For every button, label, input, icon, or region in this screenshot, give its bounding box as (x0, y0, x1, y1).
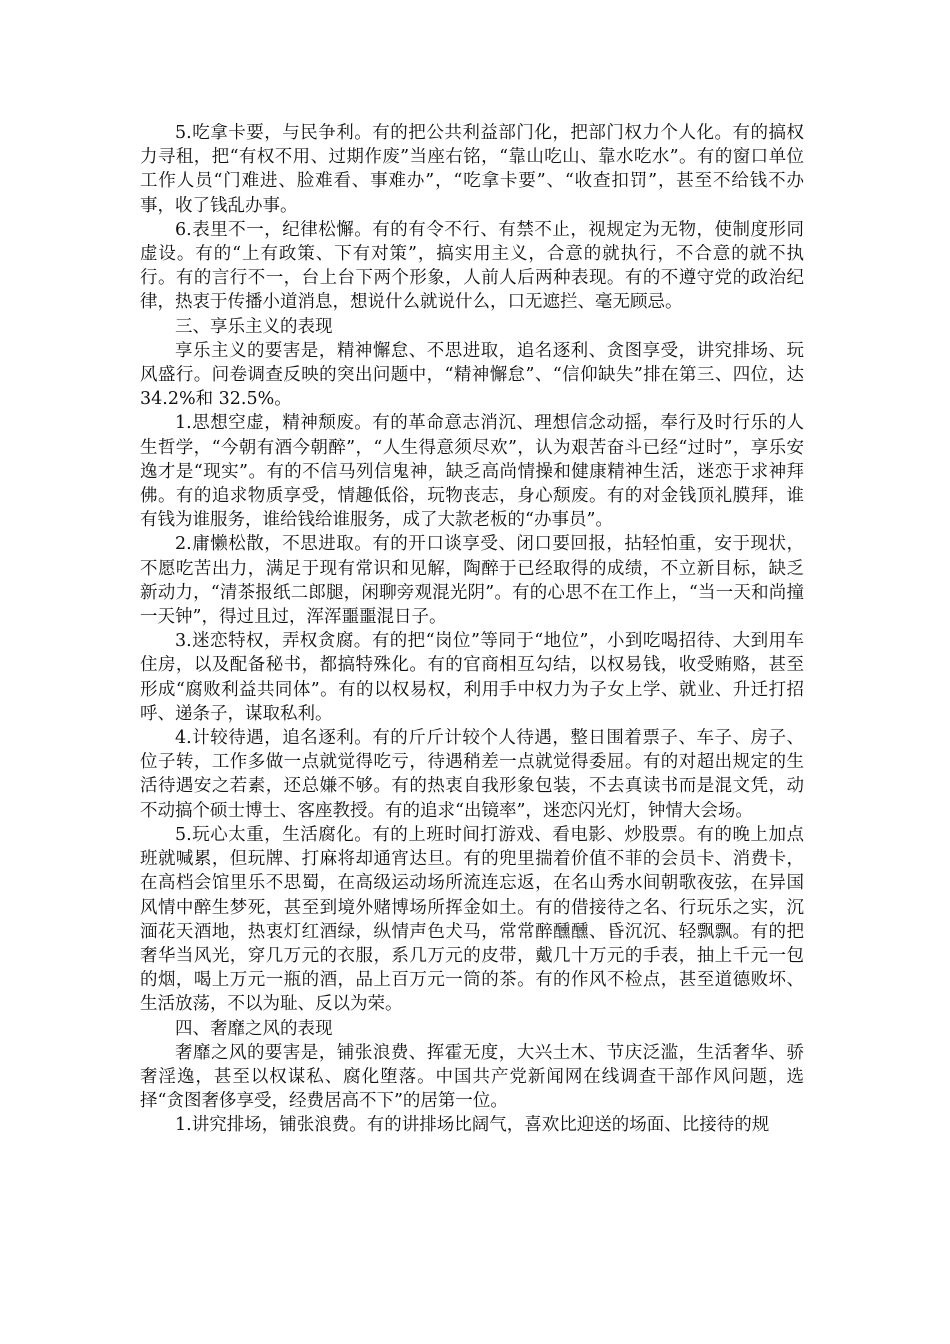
paragraph-1-ostentation: 1.讲究排场，铺张浪费。有的讲排场比阔气，喜欢比迎送的场面、比接待的规 (175, 1115, 770, 1136)
section-heading-extravagance: 四、奢靡之风的表现 (175, 1018, 333, 1039)
document-body (140, 121, 804, 1138)
paragraph-hedonism-intro: 享乐主义的要害是，精神懈怠、不思进取，追名逐利、贪图享受，讲究排场、玩风盛行。问卷调查反映的突出问题中，“精神懈怠”、“信仰缺失”排在第三、四位，达 34.2%和 32.5%。 (140, 340, 804, 410)
paragraph-4-treatment: 4.计较待遇，追名逐利。有的斤斤计较个人待遇，整日围着票子、车子、房子、位子转，工作多做一点就觉得吃亏，待遇稍差一点就觉得委屈。有的对超出规定的生活待遇安之若素，还总嫌不够。有的热衷自我形象包装，不去真读书而是混文凭，动不动搞个硕士博士、客座教授。有的追求“出镜率”，迷恋闪光灯，钟情大会场。 (140, 728, 804, 821)
paragraph-5-eat-take: 5.吃拿卡要，与民争利。有的把公共利益部门化，把部门权力个人化。有的搞权力寻租，把“有权不用、过期作废”当座右铭，“靠山吃山、靠水吃水”。有的窗口单位工作人员“门难进、脸难看、事难办”，“吃拿卡要”、“收查扣罚”，甚至不给钱不办事，收了钱乱办事。 (140, 123, 804, 216)
paragraph-extravagance-intro: 奢靡之风的要害是，铺张浪费、挥霍无度，大兴土木、节庆泛滥，生活奢华、骄奢淫逸，甚至以权谋私、腐化堕落。中国共产党新闻网在线调查干部作风问题，选择“贪图奢侈享受，经费居高不下”的居第一位。 (140, 1042, 804, 1112)
paragraph-6-discipline: 6.表里不一，纪律松懈。有的有令不行、有禁不止，视规定为无物，使制度形同虚设。有的“上有政策、下有对策”，搞实用主义，合意的就执行，不合意的就不执行。有的言行不一，台上台下两个形象，人前人后两种表现。有的不遵守党的政治纪律，热衷于传播小道消息，想说什么就说什么，口无遮拦、毫无顾忌。 (140, 219, 804, 313)
paragraph-5-corruption: 5.玩心太重，生活腐化。有的上班时间打游戏、看电影、炒股票。有的晚上加点班就喊累，但玩牌、打麻将却通宵达旦。有的兜里揣着价值不菲的会员卡、消费卡，在高档会馆里乐不思蜀，在高级运动场所流连忘返，在名山秀水间朝歌夜弦，在异国风情中醉生梦死，甚至到境外赌博场所挥金如土。有的借接待之名、行玩乐之实，沉湎花天酒地，热衷灯红酒绿，纵情声色犬马，常常醉醺醺、昏沉沉、轻飘飘。有的把奢华当风光，穿几万元的衣服，系几万元的皮带，戴几十万元的手表，抽上千元一包的烟，喝上万元一瓶的酒，品上百万元一筒的茶。有的作风不检点，甚至道德败坏、生活放荡，不以为耻、反以为荣。 (140, 824, 804, 1015)
paragraph-1-empty-thought: 1.思想空虚，精神颓废。有的革命意志消沉、理想信念动摇，奉行及时行乐的人生哲学，“今朝有酒今朝醉”，“人生得意须尽欢”，认为艰苦奋斗已经“过时”，享乐安逸才是“现实”。有的不信马列信鬼神，缺乏高尚情操和健康精神生活，迷恋于求神拜佛。有的追求物质享受，情趣低俗，玩物丧志，身心颓废。有的对金钱顶礼膜拜，谁有钱为谁服务，谁给钱给谁服务，成了大款老板的“办事员”。 (140, 413, 804, 531)
section-heading-hedonism: 三、享乐主义的表现 (175, 316, 333, 337)
paragraph-2-lazy: 2.庸懒松散，不思进取。有的开口谈享受、闭口要回报，拈轻怕重，安于现状，不愿吃苦出力，满足于现有常识和见解，陶醉于已经取得的成绩，不立新目标，缺乏新动力，“清茶报纸二郎腿，闲聊旁观混光阴”。有的心思不在工作上，“当一天和尚撞一天钟”，得过且过，浑浑噩噩混日子。 (140, 534, 804, 628)
paragraph-3-privilege: 3.迷恋特权，弄权贪腐。有的把“岗位”等同于“地位”，小到吃喝招待、大到用车住房，以及配备秘书，都搞特殊化。有的官商相互勾结，以权易钱，收受贿赂，甚至形成“腐败利益共同体”。有的以权易权，利用手中权力为子女上学、就业、升迁打招呼、递条子，谋取私利。 (140, 631, 804, 724)
